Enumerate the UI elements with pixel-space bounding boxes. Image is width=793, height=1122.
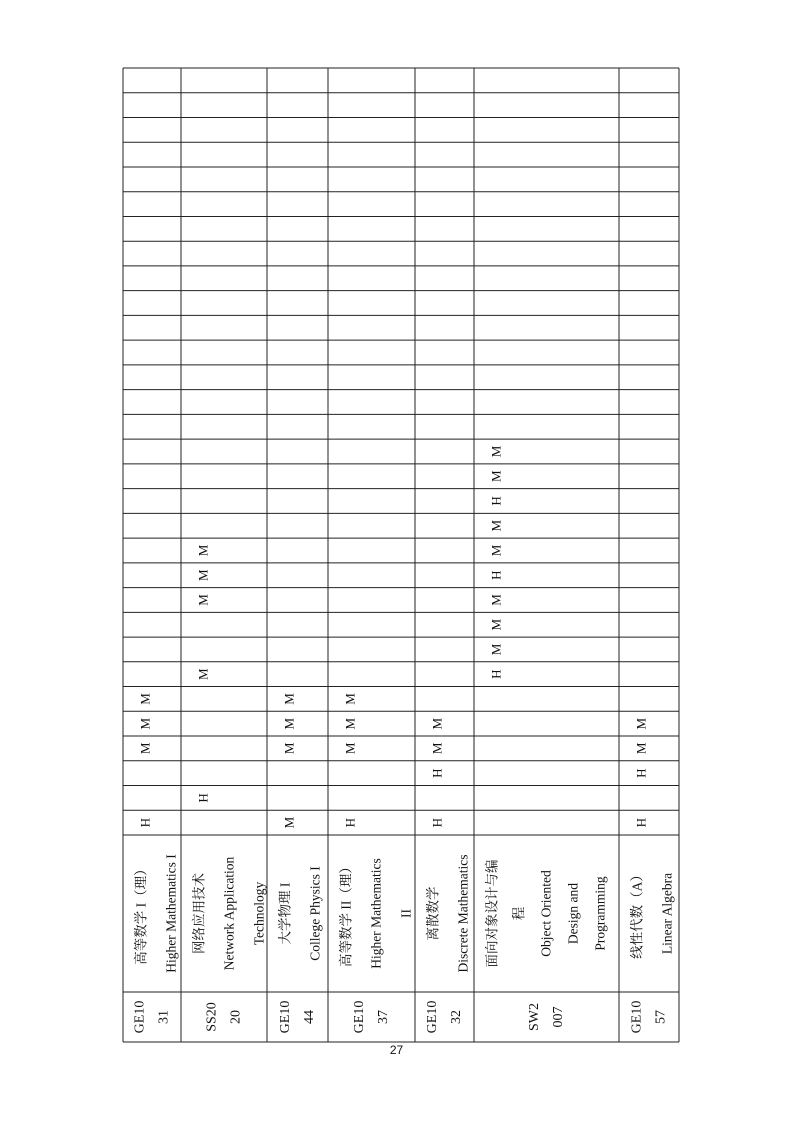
course-name-text: Higher Mathematics bbox=[368, 858, 384, 969]
course-code-text: 37 bbox=[376, 1010, 391, 1024]
course-name-text: 大学物理 I bbox=[277, 882, 293, 945]
indicator-mark: M bbox=[195, 668, 211, 680]
course-name-text: Programming bbox=[592, 876, 608, 951]
indicator-mark: M bbox=[281, 693, 297, 705]
indicator-mark: H bbox=[633, 768, 649, 778]
course-name-text: Technology bbox=[251, 881, 267, 946]
course-name-text: 离散数学 bbox=[425, 886, 441, 941]
indicator-mark: M bbox=[633, 742, 649, 755]
course-code-text: GE10 bbox=[278, 1000, 293, 1034]
course-name-text: Discrete Mathematics bbox=[455, 854, 471, 973]
course-row bbox=[425, 717, 471, 1033]
course-code-text: 57 bbox=[653, 1010, 669, 1024]
indicator-mark: M bbox=[137, 717, 153, 730]
indicator-mark: M bbox=[488, 544, 504, 557]
indicator-mark: H bbox=[342, 817, 358, 828]
course-row bbox=[629, 717, 675, 1033]
indicator-mark: M bbox=[488, 618, 504, 631]
indicator-mark: M bbox=[633, 717, 649, 730]
indicator-mark: M bbox=[195, 569, 211, 581]
course-code-text: 20 bbox=[228, 1010, 244, 1024]
indicator-mark: M bbox=[281, 742, 297, 755]
indicator-mark: H bbox=[429, 768, 445, 778]
course-name-text: 线性代数（A） bbox=[629, 868, 645, 959]
indicator-mark: M bbox=[195, 594, 211, 606]
indicator-mark: M bbox=[488, 643, 504, 656]
course-code-text: GE10 bbox=[425, 1000, 440, 1034]
indicator-mark: H bbox=[195, 793, 211, 803]
course-code-text: 44 bbox=[302, 1010, 317, 1024]
course-code-text: 31 bbox=[156, 1010, 172, 1024]
course-row bbox=[191, 544, 267, 1032]
indicator-mark: M bbox=[281, 717, 297, 730]
course-name-text: Design and bbox=[565, 882, 581, 945]
indicator-mark: M bbox=[429, 742, 445, 755]
indicator-mark: H bbox=[429, 817, 445, 828]
course-code-text: SS20 bbox=[204, 1002, 220, 1032]
indicator-mark: M bbox=[488, 445, 504, 458]
indicator-mark: H bbox=[633, 817, 649, 828]
course-row bbox=[133, 693, 179, 1034]
course-code-text: GE10 bbox=[629, 1000, 645, 1034]
indicator-mark: H bbox=[137, 817, 153, 828]
indicator-mark: M bbox=[488, 470, 504, 483]
indicator-mark: M bbox=[488, 594, 504, 606]
course-name-text: College Physics I bbox=[307, 866, 323, 961]
indicator-mark: M bbox=[342, 742, 358, 755]
course-name-text: II bbox=[398, 909, 414, 918]
page-number: 27 bbox=[389, 1043, 404, 1057]
indicator-mark: M bbox=[342, 717, 358, 730]
indicator-mark: M bbox=[137, 742, 153, 755]
course-row bbox=[484, 445, 608, 1031]
course-row bbox=[338, 693, 414, 1034]
course-name-text: 网络应用技术 bbox=[191, 873, 207, 954]
course-name-text: 程 bbox=[511, 906, 527, 921]
indicator-mark: H bbox=[488, 669, 504, 679]
indicator-mark: M bbox=[281, 816, 297, 829]
course-row bbox=[277, 693, 323, 1034]
course-name-text: 面向对象设计与编 bbox=[484, 859, 500, 968]
course-name-text: Network Application bbox=[221, 856, 237, 971]
course-name-text: 高等数学 II（理） bbox=[338, 860, 354, 967]
indicator-mark: M bbox=[342, 693, 358, 705]
indicator-mark: H bbox=[488, 496, 504, 506]
course-name-text: Object Oriented bbox=[538, 870, 554, 957]
course-name-text: Higher Mathematics I bbox=[163, 854, 179, 973]
indicator-mark: M bbox=[429, 717, 445, 730]
indicator-mark: M bbox=[137, 693, 153, 705]
course-code-text: 32 bbox=[449, 1010, 464, 1024]
course-code-text: 007 bbox=[551, 1006, 566, 1028]
indicator-mark: M bbox=[488, 519, 504, 532]
course-name-text: 高等数学 I（理） bbox=[133, 862, 149, 965]
course-code-text: SW2 bbox=[527, 1003, 542, 1031]
course-name-text: Linear Algebra bbox=[659, 872, 675, 955]
indicator-mark: M bbox=[195, 544, 211, 557]
course-code-text: GE10 bbox=[352, 1000, 367, 1034]
course-code-text: GE10 bbox=[132, 1000, 148, 1034]
indicator-mark: H bbox=[488, 570, 504, 580]
